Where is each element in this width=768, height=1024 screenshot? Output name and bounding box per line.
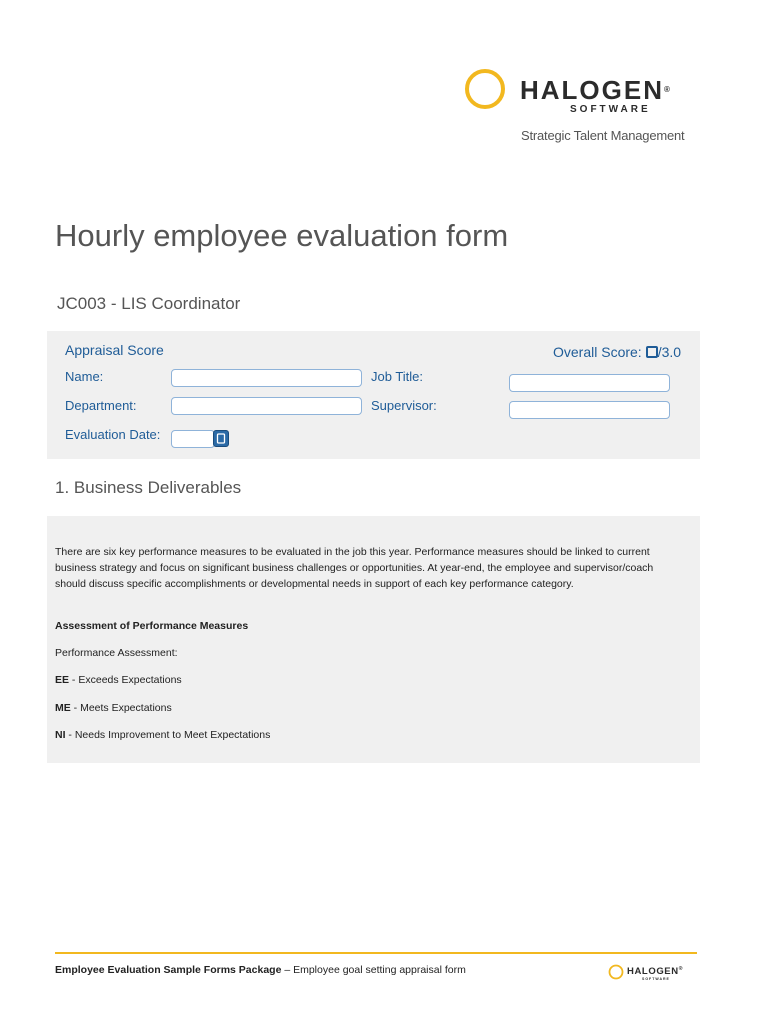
assessment-heading: Assessment of Performance Measures [55, 620, 249, 632]
logo-wordmark: HALOGEN [520, 75, 664, 105]
description-paragraph: There are six key performance measures to be evaluated in the job this year. Performance measures should be linked to current business strategy and focus on significant business challenges or opportunities. At year-end, the employee and supervisor/coach should discuss specific accomplishments or developmental needs in support of each key performance category. [55, 546, 654, 590]
footer-logo-wordmark: HALOGEN [627, 966, 679, 977]
rating-text: - Needs Improvement to Meet Expectations [65, 729, 271, 741]
halogen-logo [458, 62, 702, 152]
evaluation-date-field[interactable] [171, 430, 215, 448]
footer-text [55, 964, 466, 976]
rating-code: NI [55, 729, 66, 741]
evaluation-date-label: Evaluation Date: [65, 427, 161, 442]
job-code-subtitle: JC003 - LIS Coordinator [57, 294, 241, 313]
logo-subtext: SOFTWARE [570, 104, 651, 115]
job-title-label: Job Title: [371, 369, 424, 384]
rating-text: - Meets Expectations [70, 702, 172, 714]
footer-rest-text: – Employee goal setting appraisal form [281, 964, 466, 976]
supervisor-label: Supervisor: [371, 398, 437, 413]
footer-bold-text: Employee Evaluation Sample Forms Package [55, 964, 282, 976]
footer-logo-subtext: SOFTWARE [642, 977, 670, 981]
performance-assessment-label: Performance Assessment: [55, 647, 178, 659]
rating-ee [55, 674, 182, 686]
rating-me [55, 702, 172, 714]
calendar-icon [214, 431, 228, 446]
overall-score-checkbox[interactable] [646, 346, 658, 358]
department-label: Department: [65, 398, 137, 413]
supervisor-field[interactable] [509, 401, 670, 419]
overall-score-label: Overall Score: [553, 344, 642, 360]
logo-ring-icon [464, 68, 506, 110]
appraisal-score-heading: Appraisal Score [65, 342, 164, 358]
rating-code: ME [55, 702, 71, 714]
section-heading-business-deliverables: 1. Business Deliverables [55, 478, 242, 497]
footer-logo [608, 963, 688, 983]
page-title: Hourly employee evaluation form [55, 218, 509, 253]
department-field[interactable] [171, 397, 362, 415]
overall-score-suffix: /3.0 [657, 344, 682, 360]
logo-registered: ® [664, 85, 670, 94]
logo-tagline: Strategic Talent Management [521, 128, 685, 143]
rating-ni [55, 729, 270, 741]
name-label: Name: [65, 369, 104, 384]
name-field[interactable] [171, 369, 362, 387]
rating-code: EE [55, 674, 70, 686]
job-title-field[interactable] [509, 374, 670, 392]
rating-text: - Exceeds Expectations [69, 674, 182, 686]
calendar-button[interactable] [213, 430, 229, 447]
footer-divider [55, 952, 697, 954]
footer-logo-registered: ® [678, 966, 683, 972]
footer-logo-ring-icon [608, 964, 624, 980]
overall-score [553, 344, 681, 360]
